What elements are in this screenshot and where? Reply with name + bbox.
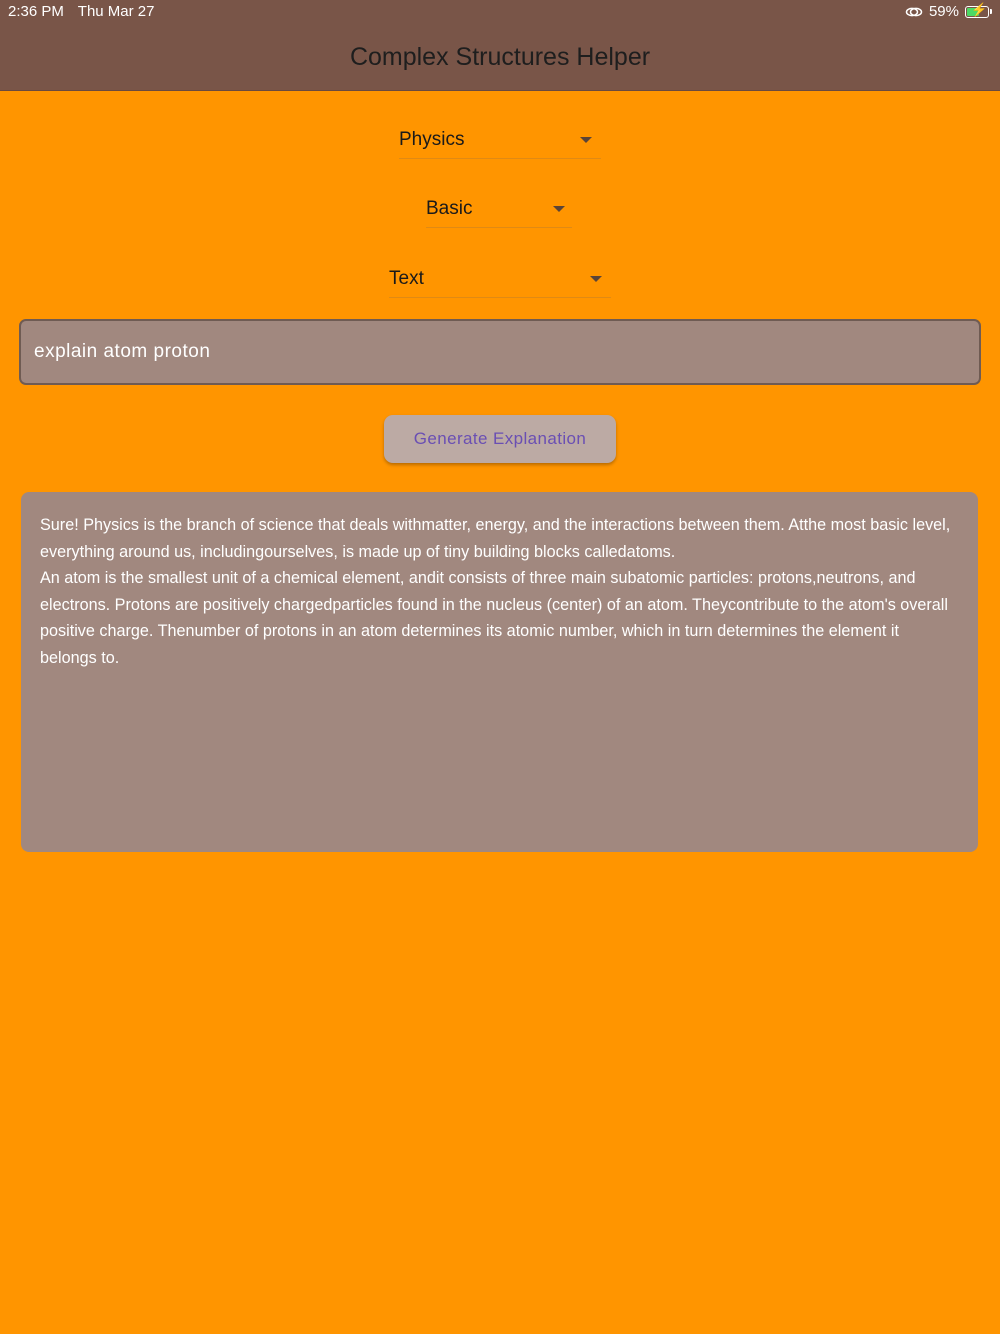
subject-dropdown-value: Physics bbox=[399, 128, 465, 150]
level-dropdown-value: Basic bbox=[426, 197, 473, 219]
status-bar-left bbox=[8, 3, 164, 20]
status-bar-right bbox=[905, 3, 992, 20]
subject-dropdown[interactable] bbox=[399, 121, 601, 159]
format-dropdown[interactable] bbox=[389, 260, 611, 298]
explanation-paragraph: An atom is the smallest unit of a chemical element, andit consists of three main subatomic particles: protons,neutrons, and electrons. Protons are positively chargedparticles found in the nucleus (center) of an atom. Theycontribute to the atom's overall positive charge. Thenumber of protons in an atom determines its atomic number, which in turn determines the element it belongs to. bbox=[40, 569, 948, 667]
app-bar bbox=[0, 0, 1000, 91]
battery-percent: 59% bbox=[928, 3, 959, 20]
status-time: 2:36 PM bbox=[8, 3, 64, 20]
dropdown-arrow-icon bbox=[553, 206, 565, 212]
dropdown-arrow-icon bbox=[580, 137, 592, 143]
dropdown-arrow-icon bbox=[590, 276, 602, 282]
link-icon bbox=[905, 6, 923, 18]
page-title: Complex Structures Helper bbox=[349, 43, 651, 71]
battery-charging-icon: ⚡ bbox=[965, 6, 992, 18]
explanation-output-card bbox=[21, 492, 978, 852]
query-input[interactable] bbox=[19, 319, 981, 385]
generate-explanation-button[interactable]: Generate Explanation bbox=[384, 415, 616, 463]
explanation-paragraph: Sure! Physics is the branch of science that deals withmatter, energy, and the interactions between them. Atthe most basic level, everything around us, includingourselves, is made up of tiny building blocks calledatoms. bbox=[40, 516, 951, 561]
status-date: Thu Mar 27 bbox=[77, 3, 155, 20]
format-dropdown-value: Text bbox=[389, 267, 424, 289]
level-dropdown[interactable] bbox=[426, 190, 572, 228]
